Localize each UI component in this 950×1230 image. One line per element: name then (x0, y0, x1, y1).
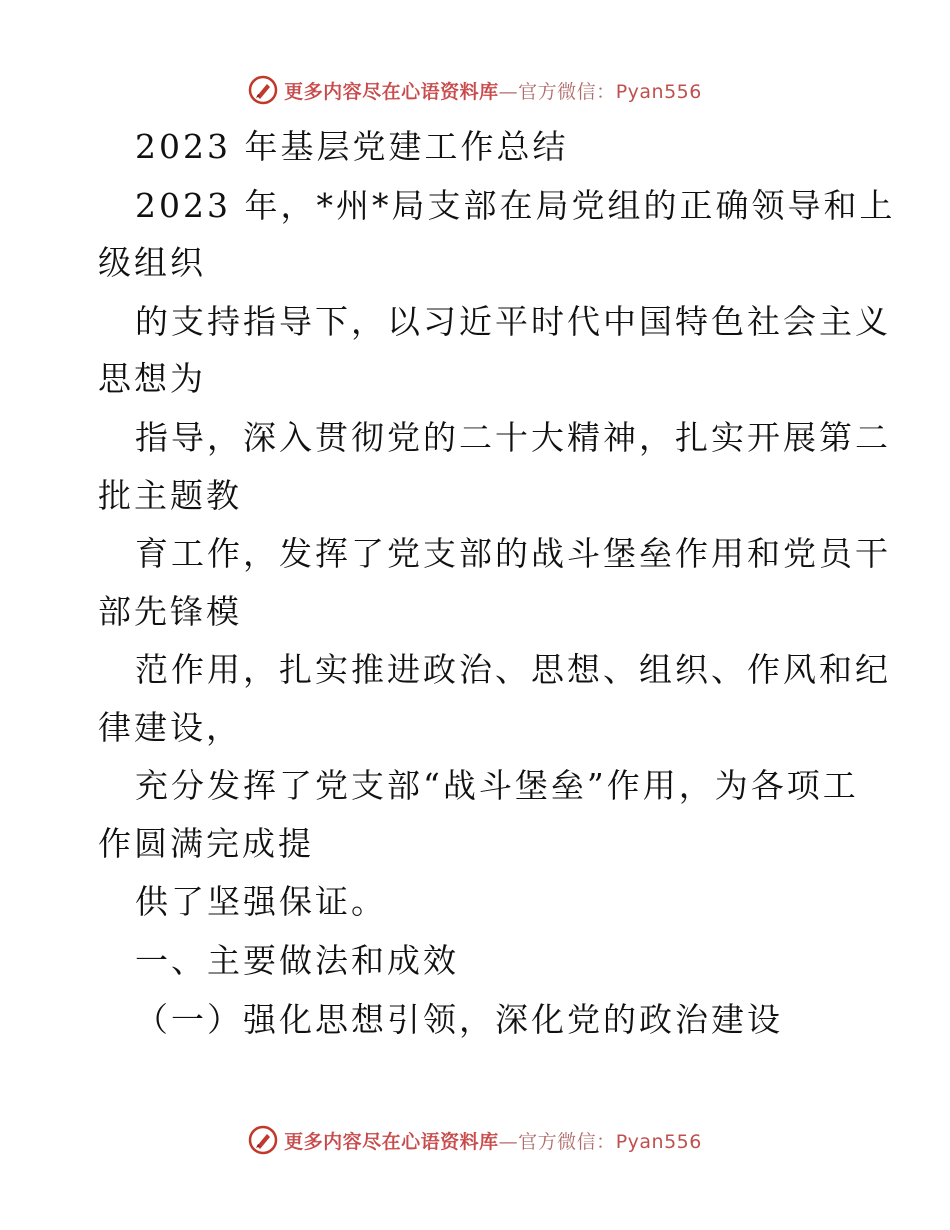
watermark-text (284, 77, 702, 104)
watermark-wechat-id: Pyan556 (615, 80, 702, 103)
paragraph-line: 级组织 (98, 243, 206, 282)
paragraph-line: 2023 年，*州*局支部在局党组的正确领导和上 (135, 186, 896, 225)
watermark-site-name: 更多内容尽在心语资料库 (284, 1130, 499, 1153)
watermark-wechat-label: —官方微信： (498, 1130, 616, 1153)
paragraph-line: 供了坚强保证。 (135, 882, 387, 921)
watermark-banner-top (0, 70, 950, 110)
paragraph-line: 部先锋模 (98, 592, 242, 631)
watermark-wechat-id: Pyan556 (615, 1130, 702, 1153)
paragraph-line: 的支持指导下，以习近平时代中国特色社会主义 (135, 302, 891, 341)
paragraph-line: 育工作，发挥了党支部的战斗堡垒作用和党员干 (135, 534, 891, 573)
watermark-banner-bottom (0, 1120, 950, 1160)
paragraph-line: 指导，深入贯彻党的二十大精神，扎实开展第二 (135, 418, 891, 457)
section-heading: 一、主要做法和成效 (135, 941, 459, 980)
paragraph-line: 作圆满完成提 (98, 824, 314, 863)
paragraph-line: 律建设， (98, 708, 242, 747)
paragraph-line: 充分发挥了党支部“战斗堡垒”作用，为各项工 (135, 766, 859, 805)
pen-logo-icon (248, 75, 278, 105)
watermark-text (284, 1127, 702, 1154)
paragraph-line: 范作用，扎实推进政治、思想、组织、作风和纪 (135, 650, 891, 689)
paragraph-line: 批主题教 (98, 476, 242, 515)
paragraph-line: 思想为 (98, 359, 206, 398)
subsection-heading: （一）强化思想引领，深化党的政治建设 (135, 1000, 783, 1039)
watermark-wechat-label: —官方微信： (498, 80, 616, 103)
watermark-site-name: 更多内容尽在心语资料库 (284, 80, 499, 103)
pen-logo-icon (248, 1125, 278, 1155)
document-title: 2023 年基层党建工作总结 (135, 127, 569, 166)
